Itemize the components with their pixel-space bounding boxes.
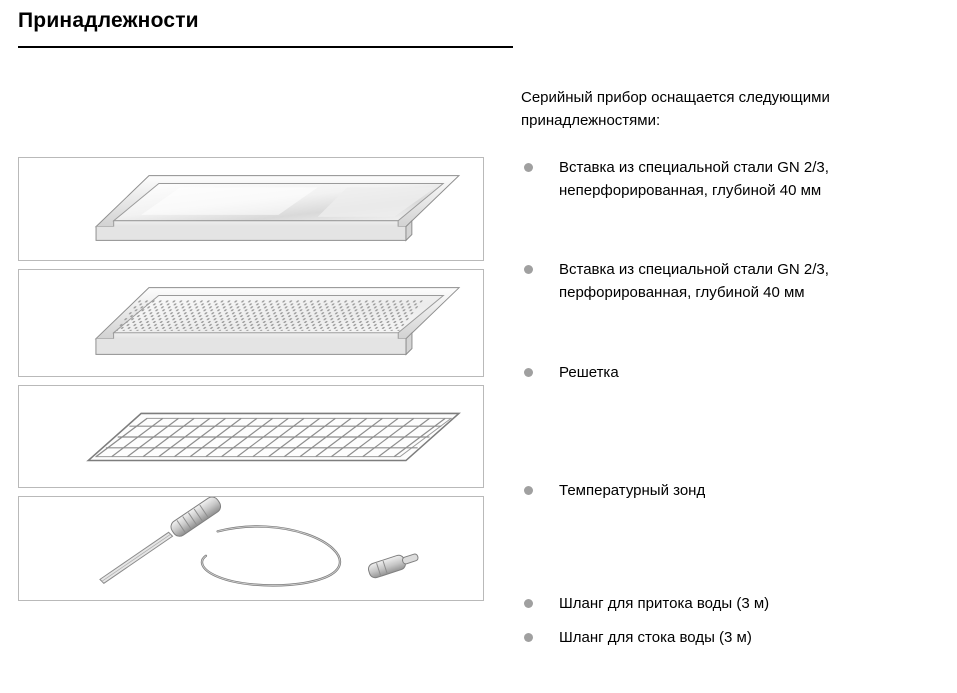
figure-solid-tray — [18, 157, 484, 261]
page-header — [18, 8, 923, 34]
figure-column — [18, 157, 484, 601]
temperature-probe-icon — [19, 497, 483, 600]
list-item — [521, 258, 941, 304]
bullet-icon — [524, 633, 533, 642]
bullet-icon — [524, 163, 533, 172]
intro-text: Серийный прибор оснащается следующими принадлежностями: — [521, 89, 830, 129]
list-item-label: Вставка из специальной стали GN 2/3, неперфорированная, глубиной 40 мм — [559, 159, 829, 199]
bullet-icon — [524, 599, 533, 608]
wire-rack-icon — [19, 386, 483, 487]
list-item-label: Шланг для стока воды (3 м) — [559, 629, 752, 646]
list-item-label: Шланг для притока воды (3 м) — [559, 595, 770, 612]
page-title: Принадлежности — [18, 9, 199, 32]
list-item-label: Вставка из специальной стали GN 2/3, перфорированная, глубиной 40 мм — [559, 261, 829, 301]
list-item — [521, 479, 941, 502]
list-item — [521, 156, 941, 202]
bullet-icon — [524, 486, 533, 495]
list-item-label: Температурный зонд — [559, 482, 706, 499]
bullet-icon — [524, 368, 533, 377]
bullet-icon — [524, 265, 533, 274]
figure-temperature-probe — [18, 496, 484, 601]
figure-perforated-tray — [18, 269, 484, 377]
list-item — [521, 592, 941, 615]
solid-steel-tray-icon — [19, 158, 483, 260]
accessories-list — [521, 156, 941, 649]
perforated-steel-tray-icon — [19, 270, 483, 376]
list-item — [521, 626, 941, 649]
figure-wire-rack — [18, 385, 484, 488]
list-item-label: Решетка — [559, 364, 619, 381]
title-divider — [18, 46, 513, 48]
list-item — [521, 361, 941, 384]
accessories-content — [521, 86, 941, 649]
